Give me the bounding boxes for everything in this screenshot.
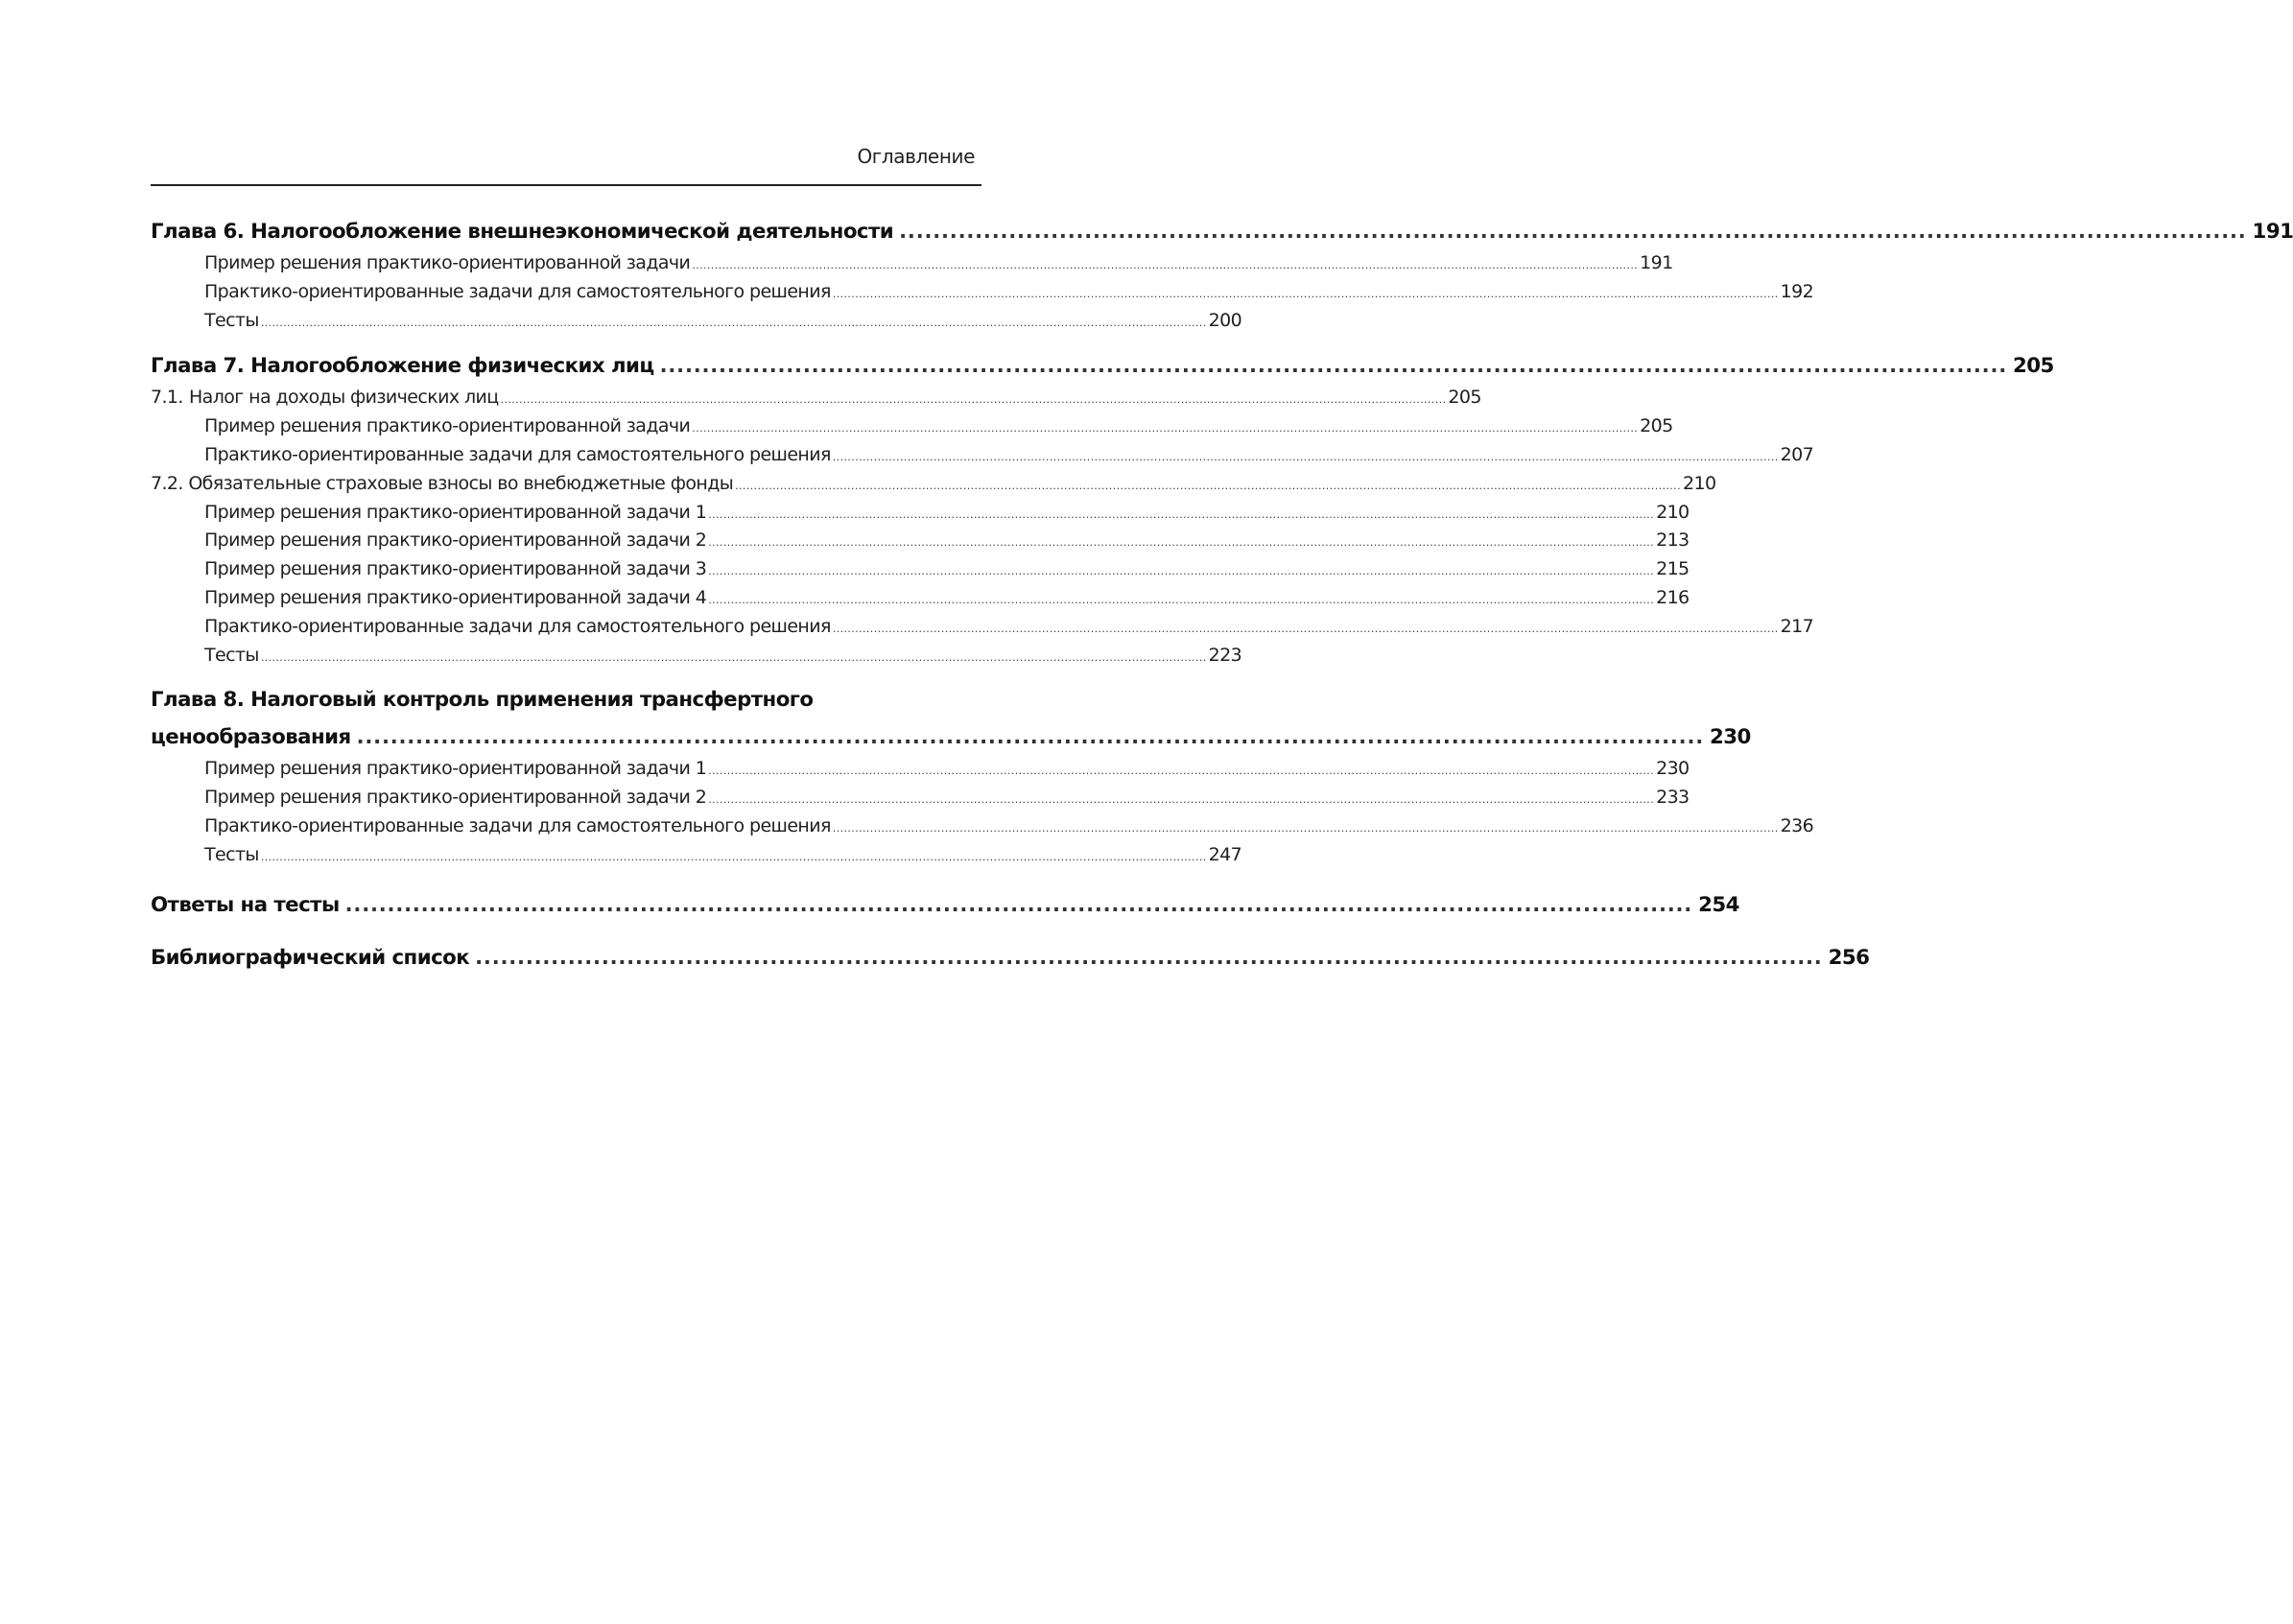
toc-item[interactable] — [151, 813, 1814, 842]
toc-item-title: Практико-ориентированные задачи для самостоятельного решения — [204, 443, 831, 465]
toc-page-number: 217 — [1780, 615, 1814, 637]
dot-leader — [692, 252, 1638, 279]
toc-section-number: 7.2. — [151, 472, 183, 494]
toc-item[interactable] — [151, 785, 1690, 813]
dot-leader — [345, 886, 1692, 923]
toc-chapter-title: Ответы на тесты — [151, 892, 340, 917]
dot-leader — [708, 758, 1654, 785]
dot-leader — [708, 502, 1654, 529]
toc-item[interactable] — [151, 643, 1242, 671]
toc-page-number: 200 — [1208, 309, 1242, 331]
table-of-contents — [151, 213, 2293, 977]
toc-page-number: 207 — [1780, 443, 1814, 465]
toc-chapter-7[interactable] — [151, 347, 2054, 385]
dot-leader — [501, 387, 1447, 413]
toc-page-number: 210 — [1682, 472, 1716, 494]
toc-item-title: Практико-ориентированные задачи для самостоятельного решения — [204, 280, 831, 302]
dot-leader — [357, 718, 1704, 755]
toc-item[interactable] — [151, 308, 1242, 337]
toc-page-number: 256 — [1828, 945, 1870, 970]
toc-item[interactable] — [151, 528, 1690, 556]
toc-item[interactable] — [151, 500, 1690, 529]
toc-item-title: Тесты — [204, 843, 259, 865]
toc-item-title: Тесты — [204, 644, 259, 666]
dot-leader — [475, 939, 1822, 976]
toc-bibliography[interactable] — [151, 939, 1870, 977]
dot-leader — [261, 645, 1207, 671]
dot-leader — [692, 415, 1638, 442]
dot-leader — [261, 310, 1207, 337]
toc-page-number: 215 — [1656, 558, 1690, 580]
toc-chapter-title: Глава 7. Налогообложение физических лиц — [151, 354, 654, 379]
toc-page-number: 230 — [1656, 758, 1690, 780]
toc-item[interactable] — [151, 413, 1673, 442]
toc-page-number: 236 — [1780, 814, 1814, 836]
toc-section-label: Налог на доходы физических лиц — [189, 387, 499, 409]
toc-item[interactable] — [151, 556, 1690, 585]
dot-leader — [708, 787, 1654, 813]
toc-item[interactable] — [151, 442, 1814, 471]
toc-chapter-title: Глава 6. Налогообложение внешнеэкономической деятельности — [151, 220, 894, 244]
toc-item[interactable] — [151, 842, 1242, 871]
running-header: Оглавление — [857, 145, 975, 168]
toc-page-number: 216 — [1656, 586, 1690, 608]
toc-section-number: 7.1. — [151, 387, 183, 409]
toc-chapter-8[interactable] — [151, 718, 1751, 756]
dot-leader — [899, 213, 2246, 249]
toc-section-label: Обязательные страховые взносы во внебюджетные фонды — [188, 472, 734, 494]
dot-leader — [735, 473, 1681, 500]
toc-item-title: Тесты — [204, 309, 259, 331]
toc-item[interactable] — [151, 756, 1690, 785]
toc-item-title: Пример решения практико-ориентированной задачи 4 — [204, 586, 707, 608]
toc-section-7-2[interactable] — [151, 471, 1716, 500]
toc-page-number: 213 — [1656, 530, 1690, 552]
toc-chapter-title: ценообразования — [151, 725, 351, 750]
toc-page-number: 192 — [1780, 280, 1814, 302]
toc-section-title — [151, 471, 733, 498]
toc-item-title: Пример решения практико-ориентированной задачи 1 — [204, 501, 707, 523]
toc-item-title: Пример решения практико-ориентированной задачи 2 — [204, 787, 707, 809]
toc-item[interactable] — [151, 250, 1673, 279]
toc-item[interactable] — [151, 279, 1814, 308]
dot-leader — [708, 558, 1654, 585]
toc-page-number: 223 — [1208, 644, 1242, 666]
toc-page-number: 205 — [1448, 387, 1481, 409]
toc-page-number: 210 — [1656, 501, 1690, 523]
dot-leader — [833, 815, 1779, 842]
toc-page-number: 233 — [1656, 787, 1690, 809]
dot-leader — [708, 530, 1654, 556]
toc-item[interactable] — [151, 585, 1690, 614]
toc-page-number: 254 — [1698, 892, 1739, 917]
dot-leader — [833, 444, 1779, 471]
toc-page-number: 205 — [2013, 354, 2054, 379]
header-rule — [151, 184, 981, 186]
toc-answers[interactable] — [151, 886, 1739, 924]
toc-item-title: Пример решения практико-ориентированной задачи 2 — [204, 530, 707, 552]
dot-leader — [833, 616, 1779, 643]
toc-chapter-title: Библиографический список — [151, 945, 470, 970]
toc-chapter-8-title-line1[interactable]: Глава 8. Налоговый контроль применения трансфертного — [151, 688, 814, 713]
toc-item[interactable] — [151, 614, 1814, 643]
toc-item-title: Пример решения практико-ориентированной задачи 3 — [204, 558, 707, 580]
toc-page-number: 230 — [1710, 725, 1751, 750]
toc-item-title: Практико-ориентированные задачи для самостоятельного решения — [204, 814, 831, 836]
dot-leader — [833, 281, 1779, 308]
toc-section-7-1[interactable] — [151, 385, 1481, 413]
dot-leader — [261, 844, 1207, 871]
toc-page-number: 191 — [1640, 252, 1673, 273]
toc-item-title: Пример решения практико-ориентированной задачи 1 — [204, 758, 707, 780]
toc-item-title: Практико-ориентированные задачи для самостоятельного решения — [204, 615, 831, 637]
toc-page-number: 247 — [1208, 843, 1242, 865]
toc-section-title — [151, 385, 499, 412]
toc-page-number: 205 — [1640, 415, 1673, 437]
dot-leader — [660, 347, 2007, 384]
toc-item-title: Пример решения практико-ориентированной задачи — [204, 415, 691, 437]
toc-page-number: 191 — [2252, 220, 2293, 244]
dot-leader — [708, 587, 1654, 614]
toc-item-title: Пример решения практико-ориентированной задачи — [204, 252, 691, 273]
toc-chapter-6[interactable] — [151, 213, 2293, 250]
